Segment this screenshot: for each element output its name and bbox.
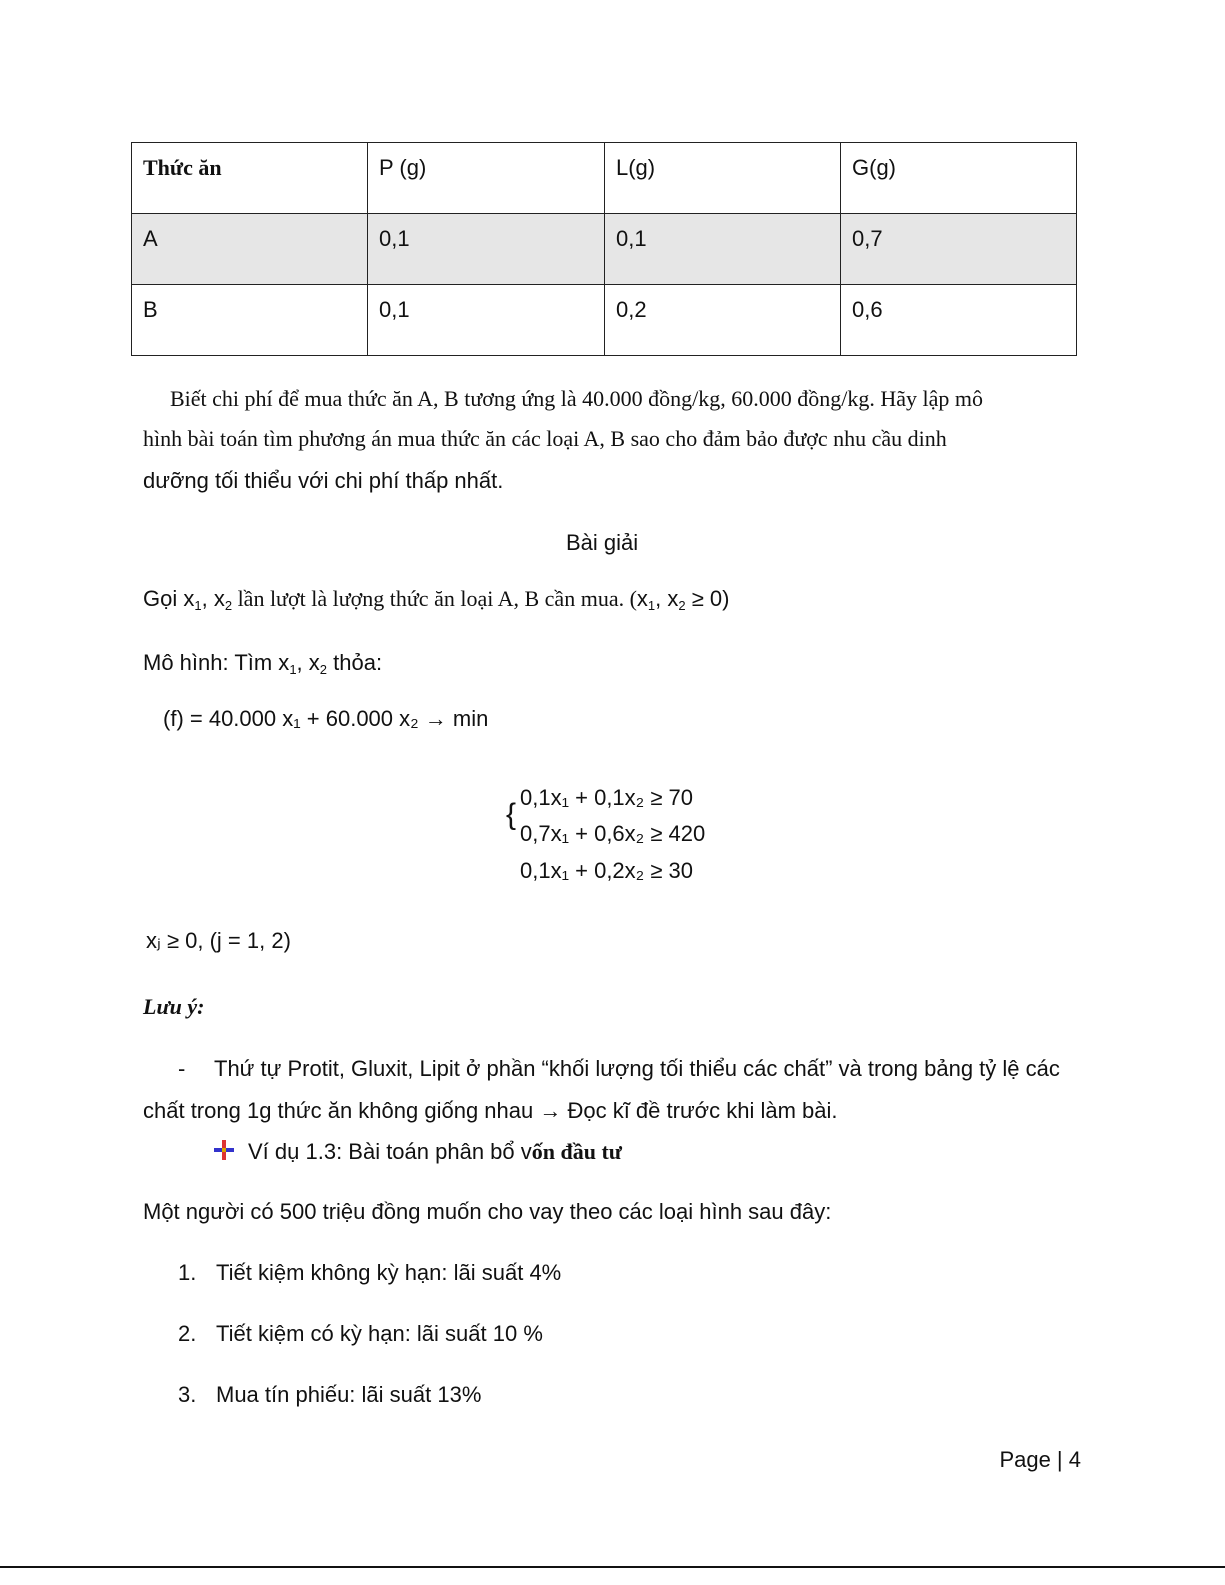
table-header-cell: Thức ăn: [132, 143, 368, 214]
table-header-row: [132, 143, 1077, 214]
table-cell: A: [132, 214, 368, 285]
note-line-2: chất trong 1g thức ăn không giống nhau → Đọc kĩ đề trước khi làm bài.: [143, 1098, 838, 1123]
example-title: Ví dụ 1.3: Bài toán phân bổ vốn đầu tư: [248, 1139, 622, 1164]
table-cell: 0,1: [368, 285, 605, 356]
model-line: Mô hình: Tìm $x_1$, $x_2$ thỏa:: [143, 650, 383, 677]
table-cell: 0,1: [605, 214, 841, 285]
solution-title: Bài giải: [566, 530, 639, 555]
list-item: 2. Tiết kiệm có kỳ hạn: lãi suất 10 %: [178, 1321, 543, 1346]
note-line-1: Thứ tự Protit, Gluxit, Lipit ở phần “khối lượng tối thiểu các chất” và trong bảng tỷ lệ các: [214, 1056, 1060, 1081]
objective-function: (f) = 40.000 x₁ + 60.000 x₂ → min: [163, 706, 489, 731]
table-header-cell: G(g): [841, 143, 1077, 214]
constraint-2: 0,7x₁ + 0,6x₂ ≥ 420: [520, 821, 706, 846]
nutrition-table: [131, 142, 1077, 356]
table-cell: 0,2: [605, 285, 841, 356]
investment-intro: Một người có 500 triệu đồng muốn cho vay theo các loại hình sau đây:: [143, 1199, 832, 1224]
constraint-3: 0,1x₁ + 0,2x₂ ≥ 30: [520, 858, 693, 883]
problem-line-1: Biết chi phí để mua thức ăn A, B tương ứng là 40.000 đồng/kg, 60.000 đồng/kg. Hãy lập mô: [170, 386, 984, 411]
note-title: Lưu ý:: [143, 994, 205, 1019]
list-item: 3. Mua tín phiếu: lãi suất 13%: [178, 1382, 482, 1407]
table-cell: 0,7: [841, 214, 1077, 285]
table-row: [132, 214, 1077, 285]
table-header-cell: L(g): [605, 143, 841, 214]
problem-line-2: hình bài toán tìm phương án mua thức ăn các loại A, B sao cho đảm bảo được nhu cầu dinh: [143, 426, 947, 451]
table-cell: 0,6: [841, 285, 1077, 356]
page-number: Page | 4: [999, 1447, 1081, 1472]
table-header-cell: P (g): [368, 143, 605, 214]
note-dash: -: [178, 1056, 186, 1081]
table-cell: 0,1: [368, 214, 605, 285]
variable-definition: Gọi $x_1$, $x_2$ lần lượt là lượng thức ăn loại A, B cần mua. ($x_1$, $x_2 \ge 0$): [143, 586, 730, 613]
variable-domain: xⱼ ≥ 0, (j = 1, 2): [146, 928, 291, 953]
example-bullet-icon: [214, 1140, 234, 1160]
page-bottom-rule: [0, 1566, 1225, 1568]
table-cell: B: [132, 285, 368, 356]
brace-icon: {: [506, 798, 517, 831]
table-row: [132, 285, 1077, 356]
constraint-1: 0,1x₁ + 0,1x₂ ≥ 70: [520, 785, 693, 810]
problem-line-3: dưỡng tối thiểu với chi phí thấp nhất.: [143, 468, 504, 493]
list-item: 1. Tiết kiệm không kỳ hạn: lãi suất 4%: [178, 1260, 562, 1285]
